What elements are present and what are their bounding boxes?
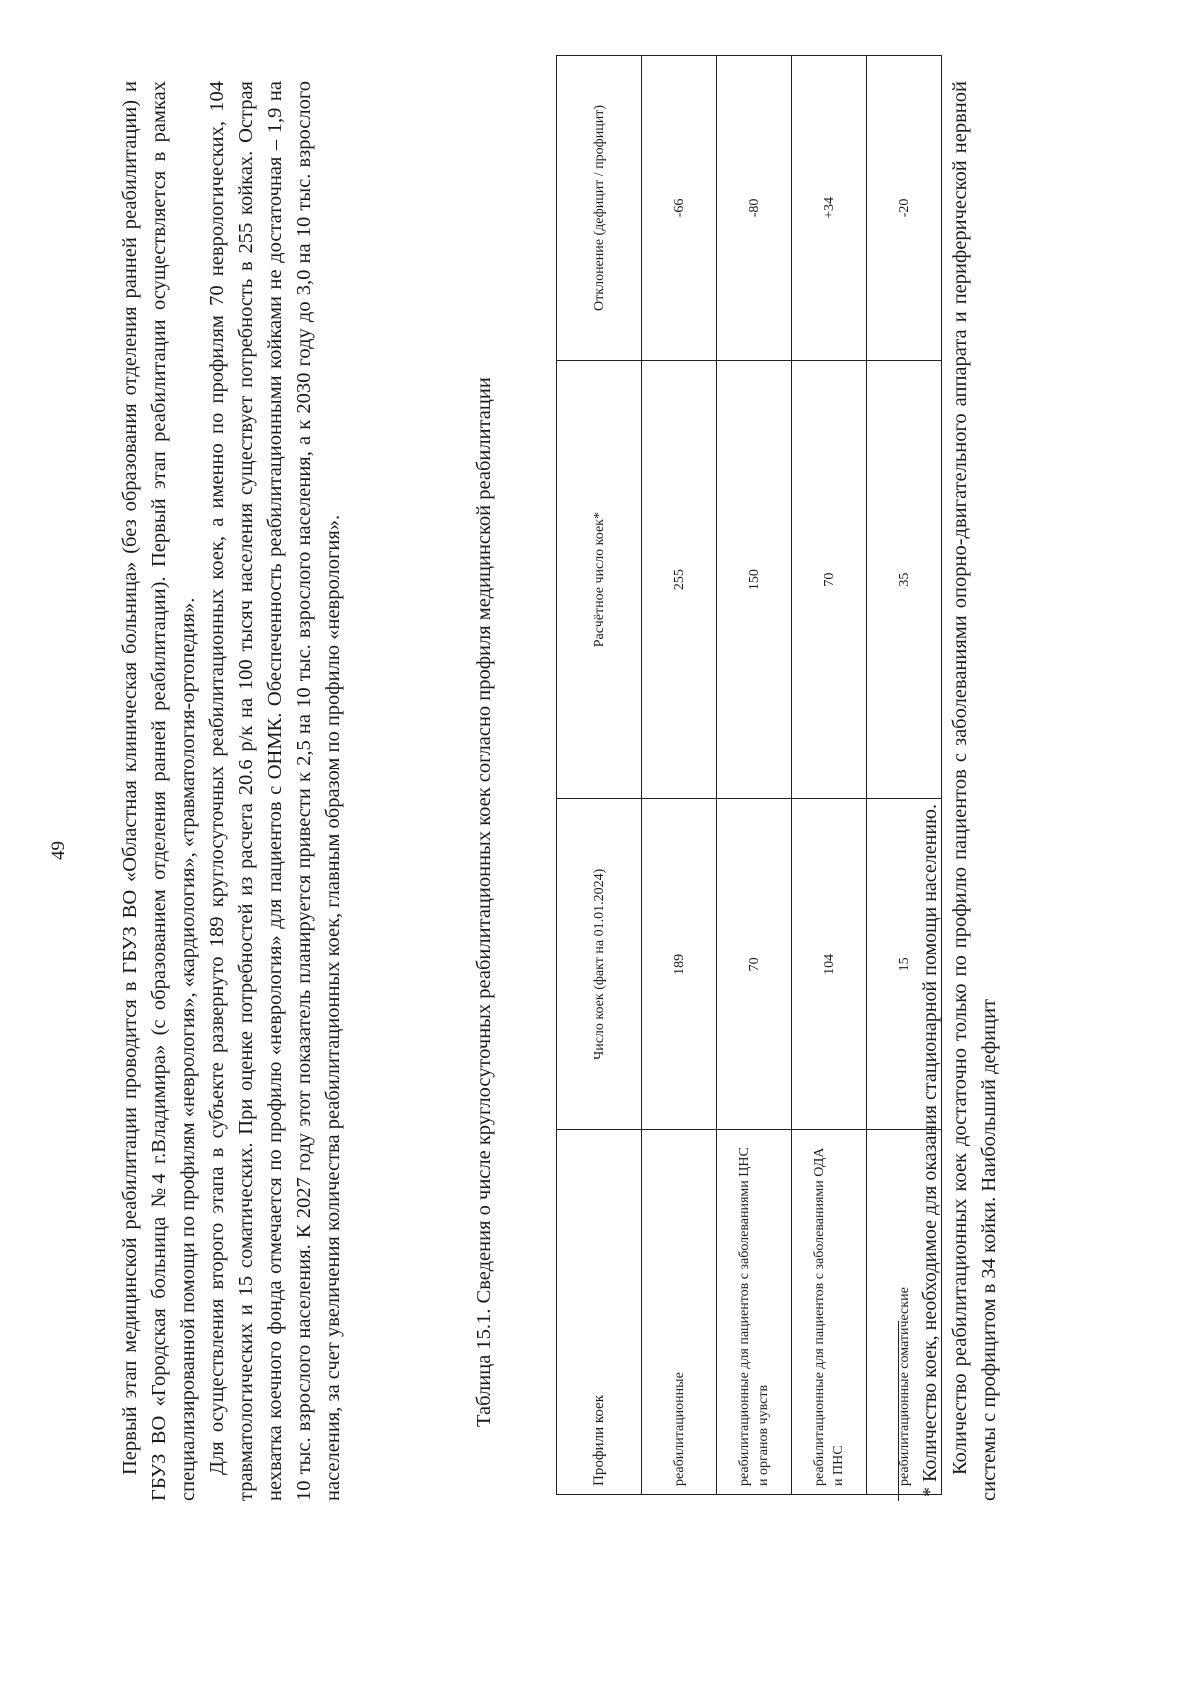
table-row: [717, 56, 792, 1495]
cell-fact: 104: [792, 799, 867, 1130]
cell-deviation: +34: [792, 56, 867, 361]
cell-deviation: -80: [717, 56, 792, 361]
footnote-divider: [898, 1321, 899, 1501]
cell-profile: реабилитационные соматические: [867, 1130, 942, 1495]
intro-text: [116, 81, 348, 1501]
paragraph-first-stage: Первый этап медицинской реабилитации проводится в ГБУЗ ВО «Областная клиническая больница» (без образования отделения ранней реабилитации) и ГБУЗ ВО «Городская больница №4 г.Владимира» (с образованием отделения ранней реабилитации). Первый этап реабилитации осуществляется в рамках специализированной помощи по профилям «неврология», «кардиология», «травматология-ортопедия».: [119, 81, 199, 1501]
page-number: 49: [48, 841, 69, 860]
footnote: * Количество коек, необходимое для оказания стационарной помощи населению.: [919, 804, 941, 1497]
cell-profile: реабилитационные для пациентов с заболеваниями ЦНС и органов чувств: [717, 1130, 792, 1495]
closing-text: [946, 81, 1004, 1501]
table-caption: Таблица 15.1. Сведения о числе круглосуточных реабилитационных коек согласно профиля медицинской реабилитации: [473, 377, 495, 1427]
cell-calc: 150: [717, 360, 792, 798]
table-header-row: [557, 56, 642, 1495]
cell-profile: реабилитационные для пациентов с заболеваниями ОДА и ПНС: [792, 1130, 867, 1495]
header-profile: Профили коек: [557, 1130, 642, 1495]
cell-fact: 189: [642, 799, 717, 1130]
header-fact: Число коек (факт на 01.01.2024): [557, 799, 642, 1130]
table-row: [792, 56, 867, 1495]
cell-fact: 15: [867, 799, 942, 1130]
cell-deviation: -66: [642, 56, 717, 361]
rehab-beds-table: [556, 55, 942, 1495]
paragraph-closing: Количество реабилитационных коек достаточно только по профилю пациентов с заболеваниями опорно-двигательного аппарата и периферической нервной системы с профицитом в 34 койки. Наибольший дефицит: [949, 81, 1000, 1501]
cell-calc: 255: [642, 360, 717, 798]
header-calc: Расчётное число коек*: [557, 360, 642, 798]
header-deviation: Отклонение (дефицит / профицит): [557, 56, 642, 361]
cell-deviation: -20: [867, 56, 942, 361]
cell-calc: 35: [867, 360, 942, 798]
paragraph-second-stage: Для осуществления второго этапа в субъекте развернуто 189 круглосуточных реабилитационных коек, а именно по профилям 70 неврологических, 104 травматологических и 15 соматических. При оценке потребностей из расчета 20.6 р/к на 100 тысяч населения существует потребность в 255 койках. Острая нехватка коечного фонда отмечается по профилю «неврология» для пациентов с ОНМК. Обеспеченность реабилитационными койками не достаточная – 1,9 на 10 тыс. взрослого населения. К 2027 году этот показатель планируется привести к 2,5 на 10 тыс. взрослого населения, а к 2030 году до 3,0 на 10 тыс. взрослого населения, за счет увеличения количества реабилитационных коек, главным образом по профилю «неврология».: [206, 81, 344, 1501]
table-row: [642, 56, 717, 1495]
cell-profile: реабилитационные: [642, 1130, 717, 1495]
cell-calc: 70: [792, 360, 867, 798]
cell-fact: 70: [717, 799, 792, 1130]
